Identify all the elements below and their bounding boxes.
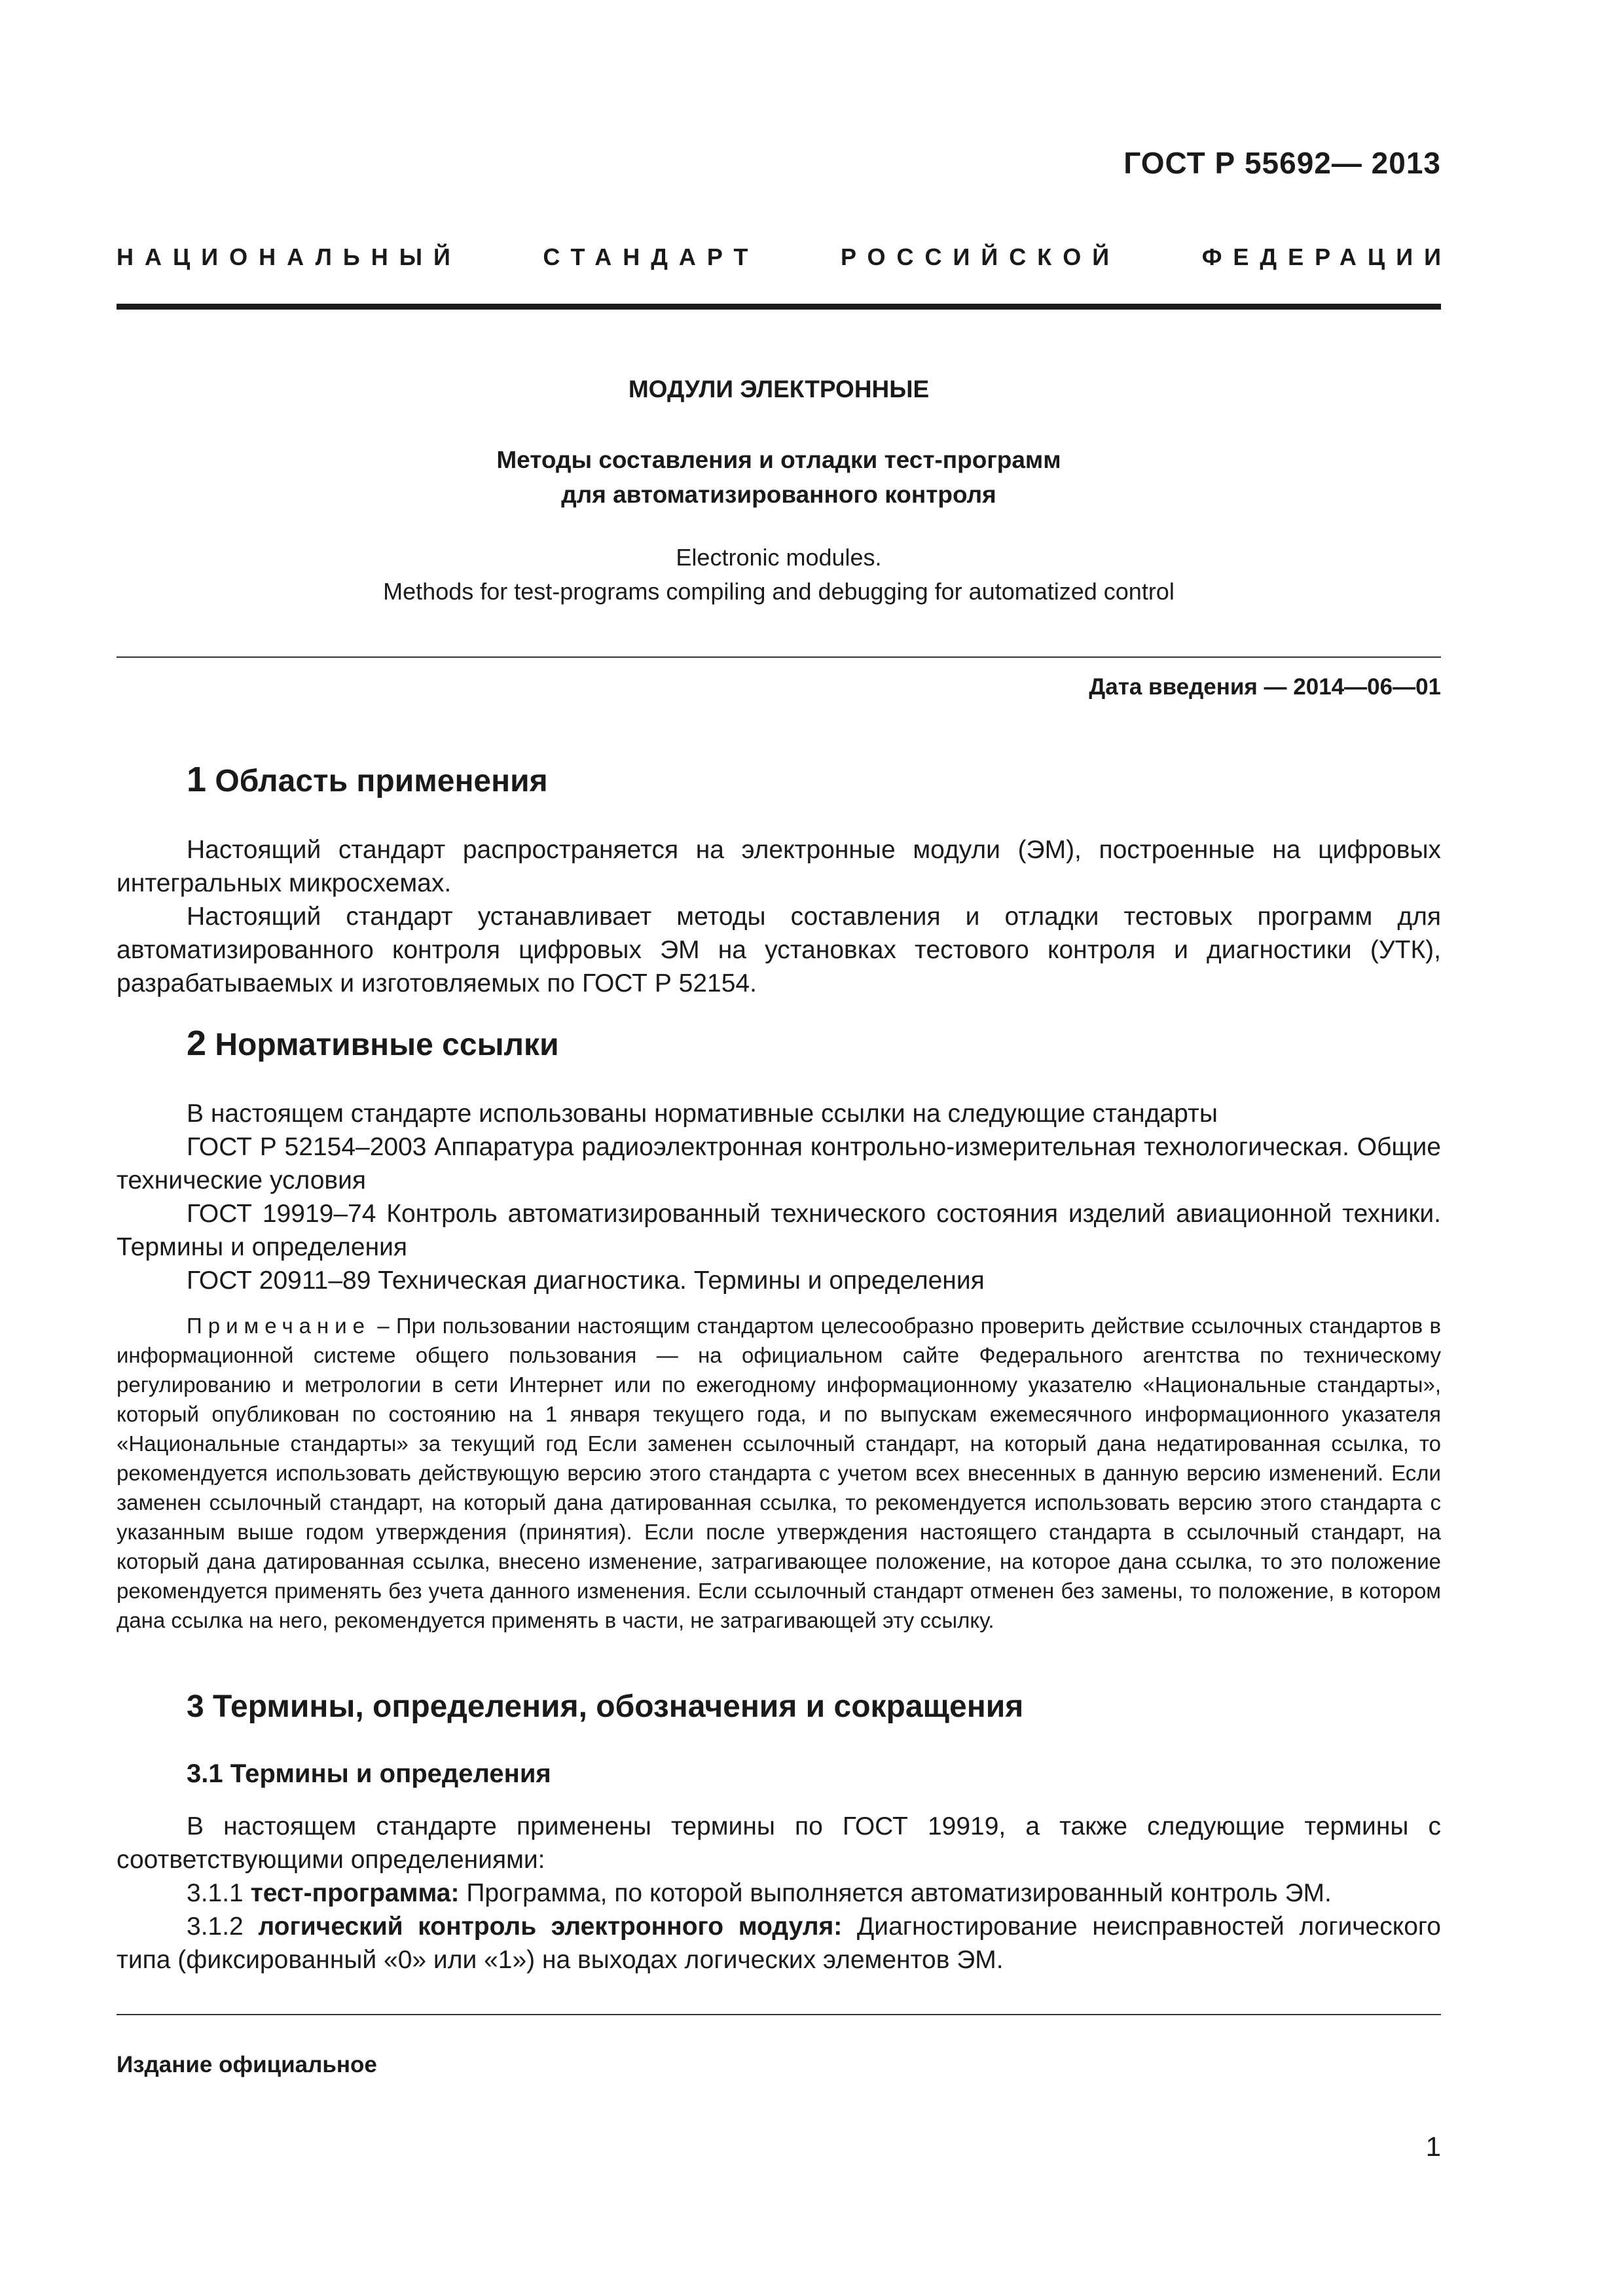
- heading-word: РОССИЙСКОЙ: [840, 243, 1121, 270]
- term-name: логический контроль электронного модуля:: [258, 1912, 843, 1941]
- edition-label: Издание официальное: [117, 2052, 377, 2077]
- english-title-line: Electronic modules.: [676, 544, 882, 571]
- paragraph: Настоящий стандарт устанавливает методы составления и отладки тестовых программ для автоматизированного контроля цифровых ЭМ на установках тестового контроля и диагностики (УТК), разрабатываемых и изготовляемых по ГОСТ Р 52154.: [117, 903, 1441, 997]
- section-title: Область применения: [215, 764, 548, 798]
- national-standard-heading: [117, 243, 1452, 271]
- section-1-heading: [187, 759, 548, 800]
- header-divider: [117, 304, 1441, 310]
- section-title: Нормативные ссылки: [215, 1028, 559, 1062]
- reference-item: ГОСТ 20911–89 Техническая диагностика. Термины и определения: [187, 1266, 985, 1295]
- subtitle-line: Методы составления и отладки тест-программ: [496, 446, 1061, 473]
- footer-divider: [117, 2014, 1441, 2015]
- english-title-line: Methods for test-programs compiling and debugging for automatized control: [383, 578, 1175, 605]
- section-3-body: [117, 1810, 1441, 1977]
- note-text: – При пользовании настоящим стандартом целесообразно проверить действие ссылочных стандартов в информационной системе общего пользования — на официальном сайте Федерального агентства по техническому регулированию и метрологии в сети Интернет или по ежегодному информационному указателю «Национальные стандарты», который опубликован по состоянию на 1 января текущего года, и по выпускам ежемесячного информационного указателя «Национальные стандарты» за текущий год Если заменен ссылочный стандарт, на который дана недатированная ссылка, то рекомендуется использовать действующую версию этого стандарта с учетом всех внесенных в данную версию изменений. Если заменен ссылочный стандарт, на который дана датированная ссылка, то рекомендуется использовать версию этого стандарта с указанным выше годом утверждения (принятия). Если после утверждения настоящего стандарта в ссылочный стандарт, на который дана датированная ссылка, внесено изменение, затрагивающее положение, на которое дана ссылка, то это положение рекомендуется применять без учета данного изменения. Если ссылочный стандарт отменен без замены, то положение, в котором дана ссылка на него, рекомендуется применять в части, не затрагивающей эту ссылку.: [117, 1314, 1441, 1632]
- title-divider: [117, 656, 1441, 658]
- section-number: 1: [187, 760, 207, 799]
- section-3-heading: 3 Термины, определения, обозначения и сокращения: [187, 1689, 1024, 1724]
- note-block: [117, 1311, 1441, 1635]
- note-label: Примечание: [187, 1314, 371, 1338]
- paragraph: Настоящий стандарт распространяется на электронные модули (ЭМ), построенные на цифровых интегральных микросхемах.: [117, 836, 1441, 897]
- reference-item: ГОСТ Р 52154–2003 Аппаратура радиоэлектронная контрольно-измерительная технологическая. Общие технические условия: [117, 1133, 1441, 1194]
- term-number: 3.1.2: [187, 1912, 244, 1941]
- paragraph: В настоящем стандарте использованы нормативные ссылки на следующие стандарты: [187, 1100, 1218, 1128]
- reference-item: ГОСТ 19919–74 Контроль автоматизированный технического состояния изделий авиационной техники. Термины и определения: [117, 1200, 1441, 1261]
- term-text: Программа, по которой выполняется автоматизированный контроль ЭМ.: [466, 1879, 1332, 1907]
- section-2-heading: [187, 1023, 559, 1064]
- section-2-body: [117, 1097, 1441, 1297]
- document-title: МОДУЛИ ЭЛЕКТРОННЫЕ: [628, 376, 930, 403]
- heading-word: СТАНДАРТ: [543, 243, 759, 270]
- term-text: Диагностирование неисправностей логического типа (фиксированный «0» или «1») на выходах логических элементов ЭМ.: [117, 1912, 1441, 1974]
- heading-word: ФЕДЕРАЦИИ: [1201, 243, 1452, 270]
- subtitle-line: для автоматизированного контроля: [561, 481, 996, 508]
- term-definition: [117, 1876, 1441, 1910]
- subsection-heading: 3.1 Термины и определения: [187, 1759, 551, 1788]
- heading-word: НАЦИОНАЛЬНЫЙ: [117, 243, 462, 270]
- term-number: 3.1.1: [187, 1879, 244, 1907]
- introduction-date: Дата введения — 2014—06—01: [1089, 674, 1441, 700]
- english-title: [117, 541, 1441, 609]
- document-subtitle: [117, 442, 1441, 512]
- section-1-body: [117, 833, 1441, 1000]
- document-number: ГОСТ Р 55692— 2013: [1123, 146, 1441, 180]
- page-number: 1: [1425, 2131, 1441, 2162]
- term-name: тест-программа:: [250, 1879, 460, 1907]
- paragraph: В настоящем стандарте применены термины по ГОСТ 19919, а также следующие термины с соответствующими определениями:: [117, 1812, 1441, 1874]
- term-definition: [117, 1910, 1441, 1977]
- section-number: 2: [187, 1024, 207, 1063]
